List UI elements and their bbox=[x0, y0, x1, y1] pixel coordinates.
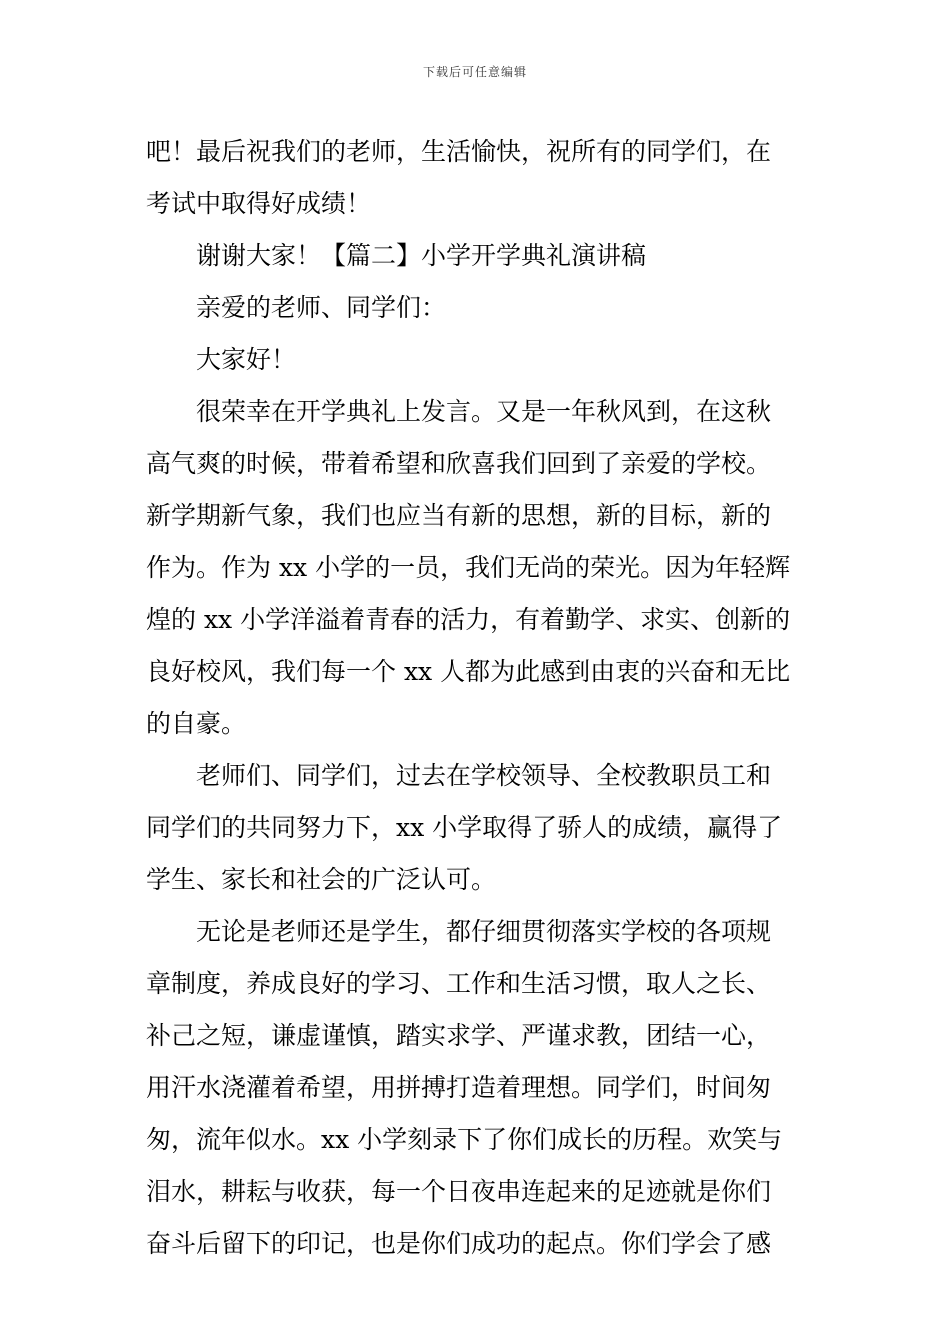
text-line: 谢谢大家！【篇二】小学开学典礼演讲稿 bbox=[196, 241, 647, 270]
text-line: 的自豪。 bbox=[146, 709, 247, 738]
text-line: 泪水，耕耘与收获，每一个日夜串连起来的足迹就是你们 bbox=[146, 1177, 772, 1206]
text-line: 匆，流年似水。xx 小学刻录下了你们成长的历程。欢笑与 bbox=[146, 1125, 783, 1154]
text-line: 学生、家长和社会的广泛认可。 bbox=[146, 865, 497, 894]
text-line: 补己之短，谦虚谨慎，踏实求学、严谨求教，团结一心， bbox=[146, 1021, 772, 1050]
text-line: 煌的 xx 小学洋溢着青春的活力，有着勤学、求实、创新的 bbox=[146, 605, 791, 634]
text-line: 无论是老师还是学生，都仔细贯彻落实学校的各项规 bbox=[196, 917, 772, 946]
text-line: 很荣幸在开学典礼上发言。又是一年秋风到，在这秋 bbox=[196, 397, 772, 426]
text-line: 用汗水浇灌着希望，用拼搏打造着理想。同学们，时间匆 bbox=[146, 1073, 772, 1102]
text-line: 章制度，养成良好的学习、工作和生活习惯，取人之长、 bbox=[146, 969, 772, 998]
text-line: 作为。作为 xx 小学的一员，我们无尚的荣光。因为年轻辉 bbox=[146, 553, 791, 582]
text-line: 考试中取得好成绩！ bbox=[146, 189, 372, 218]
text-line: 新学期新气象，我们也应当有新的思想，新的目标，新的 bbox=[146, 501, 772, 530]
text-line: 高气爽的时候，带着希望和欣喜我们回到了亲爱的学校。 bbox=[146, 449, 772, 478]
greeting: 大家好！ bbox=[196, 345, 297, 374]
text-line: 奋斗后留下的印记，也是你们成功的起点。你们学会了感 bbox=[146, 1229, 772, 1258]
text-line: 吧！最后祝我们的老师，生活愉快，祝所有的同学们，在 bbox=[146, 137, 772, 166]
text-line: 老师们、同学们，过去在学校领导、全校教职员工和 bbox=[196, 761, 772, 790]
text-line: 同学们的共同努力下，xx 小学取得了骄人的成绩，赢得了 bbox=[146, 813, 783, 842]
salutation: 亲爱的老师、同学们： bbox=[196, 293, 447, 322]
document-body bbox=[146, 126, 810, 1270]
text-line: 良好校风，我们每一个 xx 人都为此感到由衷的兴奋和无比 bbox=[146, 657, 791, 686]
page-header: 下载后可任意编辑 bbox=[422, 65, 527, 79]
